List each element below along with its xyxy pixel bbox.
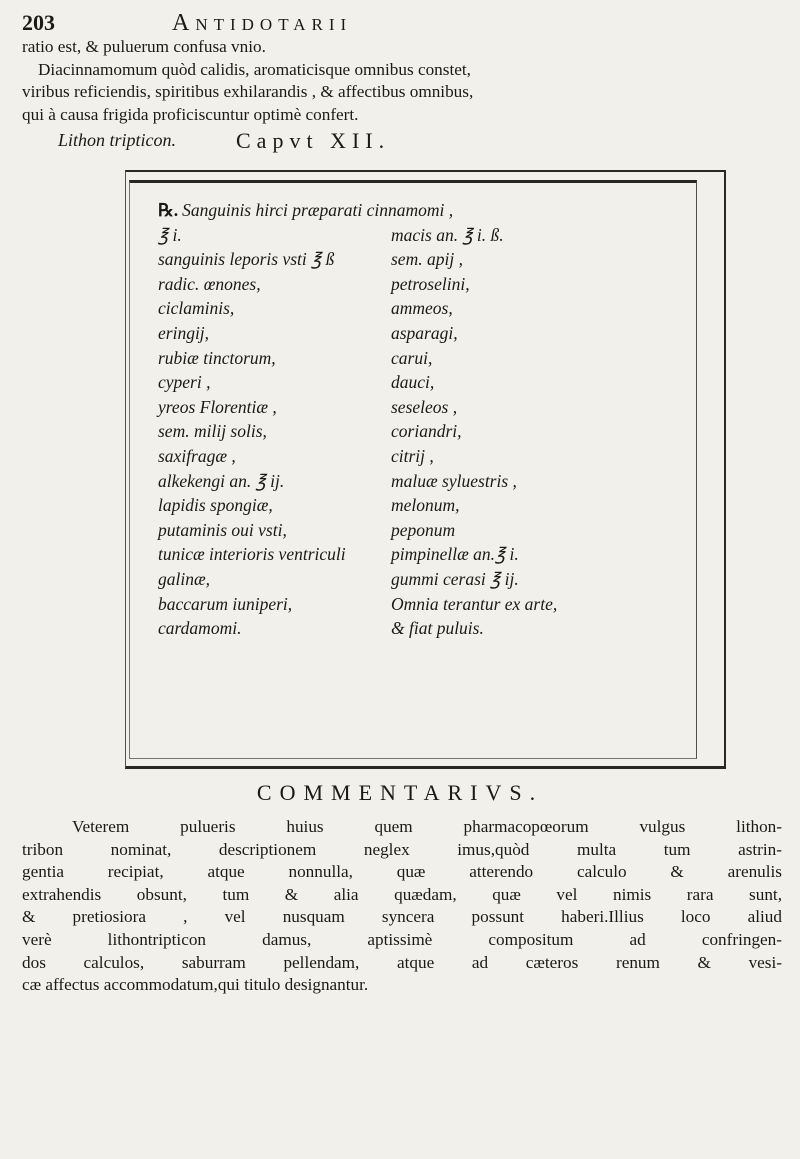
- ingredient-right: & fiat puluis.: [391, 618, 484, 639]
- recipe-row: [158, 346, 698, 371]
- ingredient-right: melonum,: [391, 495, 460, 516]
- ingredient-left: radic. œnones,: [158, 273, 261, 294]
- intro-line: viribus reficiendis, spiritibus exhilarandis , & affectibus omnibus,: [22, 82, 474, 101]
- recipe-row: [158, 247, 698, 272]
- commentary-line: cæ affectus accommodatum,qui titulo designantur.: [22, 975, 369, 995]
- recipe-row: [158, 370, 698, 395]
- recipe-row: [158, 296, 698, 321]
- ingredient-left: cyperi ,: [158, 372, 211, 393]
- commentary-line: dos calculos, saburram pellendam, atque ad cæteros renum & vesi-: [22, 952, 782, 972]
- commentary-heading: COMMENTARIVS.: [256, 780, 544, 805]
- remedy-name: Lithon tripticon.: [58, 130, 177, 150]
- intro-paragraph: [22, 36, 782, 126]
- chapter-heading: [58, 128, 758, 154]
- ingredient-left: eringij,: [158, 322, 210, 343]
- ingredient-right: maluæ syluestris ,: [391, 470, 517, 491]
- commentary-line: & pretiosiora , vel nusquam syncera possunt haberi.Illius loco aliud: [22, 907, 782, 927]
- commentary-paragraph: [22, 816, 782, 997]
- recipe-row: [158, 518, 698, 543]
- ingredient-left: alkekengi an. ℥ ij.: [158, 470, 285, 491]
- ingredient-left: rubiæ tinctorum,: [158, 347, 276, 368]
- ingredient-left: cardamomi.: [158, 618, 242, 639]
- recipe-row: [158, 419, 698, 444]
- recipe-ingredient-list: [158, 223, 698, 641]
- ingredient-right: sem. apij ,: [391, 249, 463, 270]
- recipe-first-line: [158, 198, 698, 223]
- ingredient-right: gummi cerasi ℥ ij.: [391, 568, 519, 589]
- ingredient-right: ammeos,: [391, 298, 453, 319]
- commentary-line: extrahendis obsunt, tum & alia quædam, quæ vel nimis rara sunt,: [22, 884, 782, 904]
- recipe-row: [158, 395, 698, 420]
- running-title: Antidotarii: [172, 10, 353, 36]
- ingredient-left: lapidis spongiæ,: [158, 495, 273, 516]
- commentary-line: gentia recipiat, atque nonnulla, quæ atterendo calculo & arenulis: [22, 862, 782, 882]
- running-head: [22, 10, 782, 38]
- recipe-row: [158, 493, 698, 518]
- chapter-number: Capvt XII.: [236, 128, 391, 153]
- ingredient-right: citrij ,: [391, 445, 434, 466]
- ingredient-left: baccarum iuniperi,: [158, 593, 293, 614]
- ingredient-right: coriandri,: [391, 421, 462, 442]
- ingredient-right: macis an. ℥ i. ß.: [391, 224, 504, 245]
- ingredient-right: pimpinellæ an.℥ i.: [391, 544, 519, 565]
- recipe-first-line-text: Sanguinis hirci præparati cinnamomi ,: [182, 200, 454, 220]
- ingredient-left: tunicæ interioris ventriculi: [158, 544, 346, 565]
- ingredient-right: dauci,: [391, 372, 435, 393]
- intro-line: ratio est, & puluerum confusa vnio.: [22, 37, 266, 56]
- ingredient-right: peponum: [391, 519, 456, 540]
- ingredient-right: carui,: [391, 347, 433, 368]
- commentary-line: Veterem pulueris huius quem pharmacopœorum vulgus lithon-: [72, 817, 782, 836]
- ingredient-left: yreos Florentiæ ,: [158, 396, 277, 417]
- recipe-row: [158, 321, 698, 346]
- ingredient-left: ciclaminis,: [158, 298, 235, 319]
- recipe-row: [158, 616, 698, 641]
- ingredient-left: saxifragæ ,: [158, 445, 236, 466]
- recipe-row: [158, 542, 698, 567]
- ingredient-right: Omnia terantur ex arte,: [391, 593, 558, 614]
- recipe-row: [158, 567, 698, 592]
- ingredient-left: ℥ i.: [158, 224, 182, 245]
- recipe-row: [158, 469, 698, 494]
- commentary-line: tribon nominat, descriptionem neglex imus,quòd multa tum astrin-: [22, 839, 782, 859]
- recipe-row: [158, 272, 698, 297]
- recipe-row: [158, 223, 698, 248]
- ingredient-right: asparagi,: [391, 322, 458, 343]
- intro-line: Diacinnamomum quòd calidis, aromaticisque omnibus constet,: [38, 59, 471, 79]
- recipe-block: [158, 198, 698, 641]
- ingredient-left: galinæ,: [158, 568, 211, 589]
- ingredient-left: sem. milij solis,: [158, 421, 267, 442]
- recipe-row: [158, 592, 698, 617]
- recipe-symbol: ℞.: [158, 200, 179, 220]
- page-number: 203: [22, 10, 55, 35]
- recipe-row: [158, 444, 698, 469]
- ingredient-left: sanguinis leporis vsti ℥ ß: [158, 249, 335, 270]
- intro-line: qui à causa frigida proficiscuntur optimè confert.: [22, 104, 359, 124]
- ingredient-right: seseleos ,: [391, 396, 458, 417]
- commentary-line: verè lithontripticon damus, aptissimè compositum ad confringen-: [22, 929, 782, 949]
- ingredient-right: petroselini,: [391, 273, 470, 294]
- ingredient-left: putaminis oui vsti,: [158, 519, 287, 540]
